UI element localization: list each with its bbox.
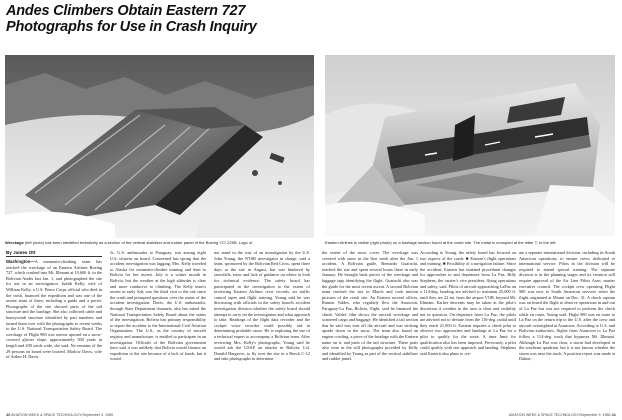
column-3-text: not stand in the way of an investigation by the U.S. John Young, the NTSB investigator in charge, said a team, sponsored by the Bolivian Red Cross, spent three days at the site in August, but was hindered by snowfalls, snow and lack of guidance on where to look for technical evidence. The safety board has participated in the investigation to the extent of reviewing Eastern Airlines crew records, air traffic control tapes and flight training. Young said he was discussing with officials in the safety board's accident investigation division whether the safety board should attempt to carry on the investigation and what approach to take. Readings of the flight data recorder and the cockpit voice recorder could possibly aid in determining probable cause. He is exploring the use of a technical expert to accompany a Bolivian team. After reviewing Mrs. Kelly's photographs, Young said he would ask the USAF air attache in Bolivia, Col. Donald Hargrove, to fly over the site in a Beech C-12 and take photographs to determine [214,250,310,362]
stabilizer-wreckage-image [5,55,314,238]
column-2-text: Jr., U.S. ambassador to Paraguay, was among eight U.S. citizens on board. Concerned last spring that the accident investigation was lagging, Mrs. Kelly traveled to Alaska for mountain-climber training and then to Bolivia for her ascent. July is a winter month in Bolivia, but the weather at the high altitudes is clear and more conducive to climbing. The Kelly team's ascent in early July was the third visit to the site since the crash and prompted questions over the status of the accident investigation. Davis, the U.S. ambassador, through State Department channels, also has asked the National Transportation Safety Board about the status of the investigation. Bolivia has primary responsibility to report the accident to the International Civil Aviation Organization. The U.S., as the country of aircraft registry and manufacture, is entitled to participate in an investigation. Officials of the Bolivian government have said it was unlikely that Bolivia would finance an expedition to the site because of a lack of funds, but it would [110,250,206,362]
page-number-right: 41 [611,412,616,417]
footer-left [6,411,314,419]
publication-line-left: AVIATION WEEK & SPACE TECHNOLOGY/September 9, 1985 [11,413,114,417]
wreckage-photo-left [5,55,314,238]
article-column-2 [110,250,206,409]
dateline: Washington— [6,259,35,264]
article-column-3 [214,250,310,409]
page-number-left: 40 [6,412,11,417]
headline-line-1: Andes Climbers Obtain Eastern 727 [6,3,246,19]
photo-caption-left [5,240,314,245]
photo-caption-right [325,240,615,245]
article-column-6 [519,250,615,409]
caption-right-text: Eastern Airlines is visible (right photo) on a fuselage section found at the crash site. The metal is crumpled at the letter T, to the left. [325,240,557,245]
column-5-text: According to Young, the safety board has focused on two aspects of the crash: ■ Eastern's flight operations and training. ■ Possibility of a navigation failure. Since the accident, Eastern has initiated procedural changes for approaches to and departures from La Paz, Billy Stephens, the carrier's vice president, flying operations and safety, said. Pilots of aircraft approaching LaPaz on a 114-deg. heading are advised to maintain 25,000 ft. until they are 22 mi. from the airport VOR, beyond Mt. Illimani. Earlier descents may be taken at the pilot's discretion if weather in the area is clear and visibility not in question. On departure from La Paz, the pilots are advised not to deviate from the 116-deg. radial until they reach 21,000 ft. Eastern requires a check pilot to observe two approaches and landings at La Paz for a pilot to qualify for the route. A time limit for qualification also has been imposed. Previously, a pilot could qualify with one approach and landing. Stephens said Eastern also plans to cre- [420,250,516,356]
headline-line-2: Photographs for Use in Crash Inquiry [6,19,257,35]
publication-line-right: AVIATION WEEK & SPACE TECHNOLOGY/September 9, 1985 [508,413,611,417]
byline-divider [6,256,102,257]
column-4-text: the extent of the snow cover. The wreckage was covered with snow in the first week after the Jan. 1 accident. A Bolivian guide, Bernardo Guarachi, reached the site and spent several hours there in early January. He brought back pieces of the wreckage and luggage tags identifying the flight. Guarachi also was the guide for the most recent ascent. A second Bolivian team reached the site in March and took motion pictures of the crash site. An Eastern second officer, Ramon Valdes, who regularly flew the Asuncion, Paraguay-La Paz, Bolivia, flight, said he financed the climb. Valdes' film shows the aircraft wreckage and scattered cargo and baggage. He identified a tail section that he said was torn off the aircraft and was sticking upside down in the snow. The team also found an engine cowling, a piece of the fuselage with the Eastern name on it, and parts of the tail structure. These parts also were in the still photographs provided by Kelly and identified by Young as part of the vertical stabilizer and rudder panel. [322,250,418,362]
fuselage-logo-image [325,55,615,236]
article-headline [6,3,336,35]
article-column-5 [420,250,516,409]
column-6-text: ate a separate international division, including its South American operations, to ensure crews dedicated to international service. Pilots in the division will be required to attend special training. The separate division is in the planning stages and its creation will require approval of the Air Line Pilots Assn. master executive council. The cockpit crew operating Flight 980 was new to South American services when the flight originated at Miami on Dec. 31. A check captain was on board the flight to observe operations in and out of La Paz but was not required to perform the check while en route, Young said. Flight 980 was en route to La Paz on the return trip to the U.S. after the crew and aircraft overnighted at Asuncion. According to U.S. and Bolivian authorities, flights from Asuncion to La Paz follow a 114-deg. track that bypasses Mt. Illimani. Although La Paz was clear, a storm had developed in the southeast quadrant, but it is not known whether the storm was near the track. A position report was made at Dakon, [519,250,615,362]
fuselage-photo-right [325,55,615,236]
byline: By James Ott [6,250,36,255]
column-1-paragraph [6,259,102,360]
article-column-4 [322,250,418,409]
caption-left-text: (left photo) has been identified tentatively as a section of the vertical stabilizer and rudder panel of the Boeing 727-225B. Logo of [23,240,253,245]
caption-left-lead: Wreckage [5,240,24,245]
article-column-1 [6,259,102,409]
footer-right [322,411,616,419]
column-1-text: A mountain-climbing team has reached the wreckage of an Eastern Airlines Boeing 727, which crashed into Mt. Illimani at 19,600 ft. in the Bolivian Andes last Jan. 1, and photographed the site for use in an investigation. Judith Kelly, wife of William Kelly, a U.S. Peace Corps official who died in the crash, financed the expedition and was one of the ascent team of three, including a guide and a porter. Photographs of the site showed parts of the tail structure and the fuselage. She also collected cable and honeycomb structure identified by part numbers and turned them over with the photographs to recent weeks to the U.S. National Transportation Safety Board. The wreckage of Flight 980 was strewn upward on a snow-covered glacier slope, approximately 500 yards in length and 200 yards wide, she said. No remains of the 29 persons on board were located. Marlow Davis, wife of Arthur H. Davis, [6,259,102,360]
